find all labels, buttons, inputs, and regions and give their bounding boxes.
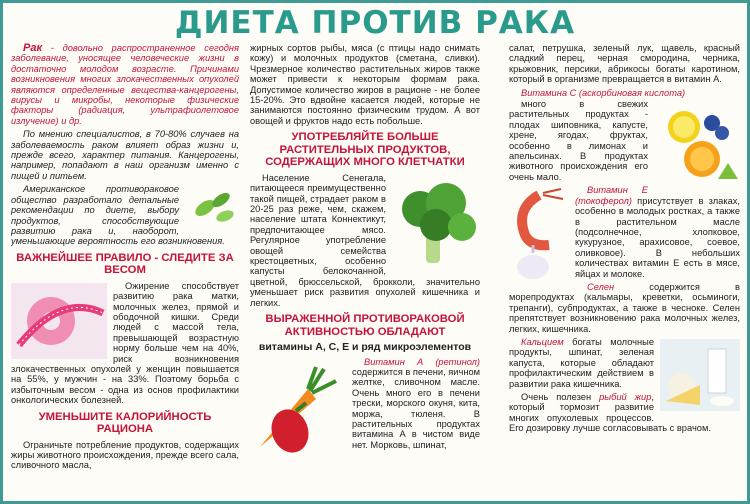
- paragraph: Население Сенегала, питающееся преимущественно такой пищей, страдает раком в 20-25 раз реже, чем, скажем, население штата Коннектикут, предпочитающее мясо. Регулярное употребление овощей семейства крестоцветных, особенно капусты белокочанной, цветной, брюссельской, брокколи, значительно уменьшает риск развития опухолей кишечника и легких.: [250, 172, 480, 308]
- paragraph: Американское противораковое общество разработало детальные рекомендации по диете, выбору продуктов, способствующие развитию рака и, наоборот, уменьшающие вероятность его возникновения.: [11, 184, 225, 247]
- selenium-text: содержится в морепродуктах (кальмары, креветки, осьминоги, трепанги), субпродуктах, а также в чесноке. Селен препятствует возникновению рака молочных желез, легких, кишечника.: [509, 281, 740, 334]
- vitamin-a-label: Витамин А: [364, 356, 424, 367]
- paragraph: много в свежих растительных продуктах - плодах шиповника, капусте, хрене, ягодах, фруктах, особенно в лимонах и апельсинах. В продуктах животного происхождения его очень мало.: [509, 99, 648, 182]
- carrot-pepper-illustration: [250, 359, 346, 455]
- paragraph: По мнению специалистов, в 70-80% случаев на заболеваемость раком влияет образ жизни и, прежде всего, характер питания. Канцерогены, например, попадают в наш организм именно с пищей и питьем.: [11, 129, 239, 181]
- section-heading: УПОТРЕБЛЯЙТЕ БОЛЬШЕ РАСТИТЕЛЬНЫХ ПРОДУКТОВ, СОДЕРЖАЩИХ МНОГО КЛЕТЧАТКИ: [265, 131, 465, 169]
- fruits-illustration: [654, 101, 740, 185]
- vitamin-a-paren: (ретинол): [435, 356, 480, 367]
- paragraph: Ожирение способствует развитию рака матки, молочных желез, прямой и ободочной кишки. Среди людей с массой тела, превышающей возрастную норму больше чем на 40%, риск возникновения злокачественных опухолей у женщин повышается на 55%, у мужчин - на 33%. Поэтому борьба с избыточным весом - одна из основ профилактики онкологических болезней.: [11, 280, 239, 406]
- vitamin-e-label: Витамин Е (токоферол): [575, 185, 648, 206]
- column-1: [11, 43, 239, 504]
- intro-paragraph: [11, 43, 239, 126]
- section-heading: ВЫРАЖЕННОЙ ПРОТИВОРАКОВОЙ АКТИВНОСТЬЮ ОБЛАДАЮТ: [265, 313, 465, 338]
- calcium-label: Кальцием: [521, 336, 564, 347]
- section-heading: УМЕНЬШИТЕ КАЛОРИЙНОСТЬ РАЦИОНА: [38, 410, 212, 436]
- selenium-label: Селен: [587, 281, 615, 292]
- section-subheading: витамины А, С, Е и ряд микроэлементов: [258, 341, 472, 354]
- fish-oil-text-a: Очень полезен: [521, 392, 592, 402]
- vitamin-e-text: присутствует в злаках, особенно в молодых ростках, а также в растительном масле (подсолнечное, хлопковое, кукурузное, арахисовое, соевое, оливковое). В небольших количествах витамин Е есть в мясе, яйцах и молоке.: [575, 195, 740, 279]
- paragraph: салат, петрушка, зеленый лук, щавель, красный сладкий перец, черная смородина, черника, крыжовник, персики, абрикосы богаты каротином, который в организме превращается в витамин А.: [509, 43, 740, 85]
- intro-term: Рак: [23, 43, 43, 54]
- section-heading: ВАЖНЕЙШЕЕ ПРАВИЛО - СЛЕДИТЕ ЗА ВЕСОМ: [16, 251, 234, 277]
- dairy-illustration: [660, 339, 740, 411]
- selenium-paragraph: [509, 282, 740, 334]
- broccoli-illustration: [392, 175, 480, 267]
- intro-text: - довольно распространенное сегодня заболевание, уносящее человеческие жизни в достаточно молодом возрасте. Причинами возникновения многих злокачественных опухолей являются определенные вещества-канцерогены, вирусы и микробы, некоторые физические факторы (радиация, ультрафиолетовое излучение) и др.: [11, 43, 239, 126]
- shrimp-garlic-illustration: [509, 187, 569, 283]
- calcium-text: богаты молочные продукты, шпинат, зеленая капуста, которые обладают профилактическим действием в развитии рака кишечника.: [509, 336, 654, 389]
- vitamin-a-text: содержится в печени, яичном желтке, сливочном масле. Очень много его в печени трески, морского окуня, кита, моржа, тюленя. В растительных продуктах витамина А в чистом виде нет. Морковь, шпинат,: [352, 366, 480, 450]
- column-2: [250, 43, 480, 504]
- fish-oil-label: рыбий жир: [599, 392, 652, 402]
- page-title: ДИЕТА ПРОТИВ РАКА: [174, 5, 576, 41]
- paragraph: Ограничьте потребление продуктов, содержащих жиры животного происхождения, прежде всего сала, сливочного масла,: [11, 439, 239, 471]
- paragraph: жирных сортов рыбы, мяса (с птицы надо снимать кожу) и молочных продуктов (сметана, сливки). Чрезмерное количество растительных жиров также может привести к некоторым формам рака. Допустимое количество жиров в рационе - не более 15-20%. Это вдвойне касается людей, которые не занимаются постоянно физическим трудом. А вот овощей и фруктов надо есть побольше.: [250, 43, 480, 126]
- vitamin-c-label: Витамина С (аскорбиновая кислота): [521, 87, 686, 98]
- donut-measuring-tape-illustration: [11, 283, 107, 359]
- pills-illustration: [185, 186, 239, 226]
- vitamin-c-heading: [509, 88, 740, 98]
- fish-oil-text-b: , который тормозит развитие многих опухолевых процессов. Его дозировку лучше согласовывать с врачом.: [509, 392, 711, 434]
- column-3: [509, 43, 740, 504]
